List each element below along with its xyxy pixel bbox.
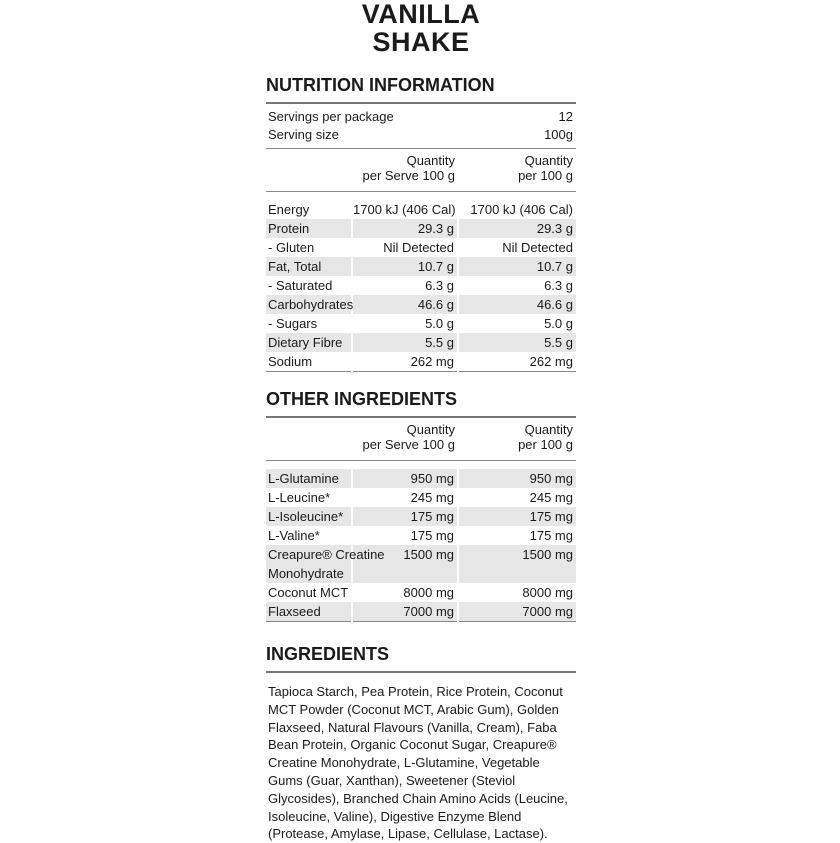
per-100g-value: 245 mg	[458, 488, 576, 507]
per-serve-value: 8000 mg	[352, 583, 458, 602]
other-ingredients-heading: OTHER INGREDIENTS	[266, 389, 458, 409]
row-label: L-Leucine*	[268, 489, 331, 505]
table-row	[266, 352, 576, 372]
per-100g-value: 175 mg	[458, 526, 576, 545]
table-row	[266, 276, 576, 295]
table-row	[266, 469, 576, 488]
table-row	[266, 238, 576, 257]
per-100g-value: 175 mg	[458, 507, 576, 526]
servings-value: 12	[558, 109, 573, 124]
row-label: L-Isoleucine*	[266, 507, 352, 526]
title-line-1: VANILLA	[361, 0, 481, 29]
nutrition-header-row	[266, 149, 576, 192]
per-serve-value: 1700 kJ (406 Cal)	[352, 200, 458, 219]
per-100g-value: Nil Detected	[458, 238, 576, 257]
row-label: - Sugars	[268, 315, 318, 331]
row-label: Flaxseed	[266, 602, 352, 622]
other-ingredients-rows	[266, 461, 576, 641]
row-label: Sodium	[268, 353, 313, 369]
header-blank	[266, 149, 352, 192]
nutrition-heading: NUTRITION INFORMATION	[266, 75, 495, 95]
per-100g-value: 46.6 g	[458, 295, 576, 314]
header-per-serve: Quantity per Serve 100 g	[362, 153, 455, 183]
per-100g-value: 1500 mg	[458, 545, 576, 583]
per-serve-value: Nil Detected	[352, 238, 458, 257]
per-100g-value: 5.0 g	[458, 314, 576, 333]
ingredients-text: Tapioca Starch, Pea Protein, Rice Protein, Coconut MCT Powder (Coconut MCT, Arabic Gum), Golden Flaxseed, Natural Flavours (Vanilla, Cream), Faba Bean Protein, Organic Coconut Sugar, Creapure® Creatine Monohydrate, L-Glutamine, Vegetable Gums (Guar, Xanthan), Sweetener (Steviol Glycosides), Branched Chain Amino Acids (Leucine, Isoleucine, Valine), Digestive Enzyme Blend (Protease, Amylase, Lipase, Cellulase, Lactase).	[268, 684, 568, 842]
per-serve-value: 46.6 g	[352, 295, 458, 314]
table-row	[266, 602, 576, 622]
per-100g-value: 262 mg	[458, 352, 576, 372]
per-serve-value: 5.0 g	[352, 314, 458, 333]
table-row	[266, 526, 576, 545]
other-ingredients-panel	[266, 384, 576, 640]
row-label: L-Valine*	[268, 527, 320, 543]
row-label: Dietary Fibre	[266, 333, 352, 352]
table-row	[266, 257, 576, 276]
row-label: Carbohydrates	[268, 296, 354, 312]
per-100g-value: 8000 mg	[458, 583, 576, 602]
table-row	[266, 545, 576, 583]
per-serve-value: 1500 mg	[352, 545, 458, 583]
per-serve-value: 262 mg	[352, 352, 458, 372]
serving-size-label: Serving size	[268, 127, 339, 142]
title-line-2: SHAKE	[372, 27, 470, 57]
per-serve-value: 7000 mg	[352, 602, 458, 622]
table-row	[266, 583, 576, 602]
per-100g-value: 1700 kJ (406 Cal)	[458, 200, 576, 219]
per-100g-value: 5.5 g	[458, 333, 576, 352]
serving-size-value: 100g	[544, 127, 573, 142]
table-end-rule	[266, 621, 576, 640]
row-label: - Gluten	[268, 239, 315, 255]
nutrition-panel	[266, 70, 576, 390]
header-per-serve: Quantity per Serve 100 g	[362, 422, 455, 452]
row-label: L-Glutamine	[266, 469, 352, 488]
nutrition-table	[266, 149, 576, 390]
row-label: - Saturated	[268, 277, 333, 293]
table-row	[266, 507, 576, 526]
per-100g-value: 6.3 g	[458, 276, 576, 295]
ingredients-heading: INGREDIENTS	[266, 644, 390, 664]
table-row	[266, 200, 576, 219]
servings-label: Servings per package	[268, 109, 394, 124]
per-serve-value: 175 mg	[352, 526, 458, 545]
product-title	[268, 0, 574, 56]
per-serve-value: 10.7 g	[352, 257, 458, 276]
per-serve-value: 29.3 g	[352, 219, 458, 238]
table-row	[266, 314, 576, 333]
per-serve-value: 950 mg	[352, 469, 458, 488]
per-100g-value: 10.7 g	[458, 257, 576, 276]
per-100g-value: 29.3 g	[458, 219, 576, 238]
header-per-100g: Quantity per 100 g	[518, 422, 573, 452]
per-serve-value: 5.5 g	[352, 333, 458, 352]
row-label: Coconut MCT	[268, 584, 349, 600]
row-label: Fat, Total	[266, 257, 352, 276]
per-serve-value: 6.3 g	[352, 276, 458, 295]
header-blank	[266, 418, 352, 461]
row-label: Energy	[268, 201, 310, 217]
ingredients-panel	[266, 639, 576, 843]
table-row	[266, 488, 576, 507]
table-row	[266, 295, 576, 314]
per-100g-value: 950 mg	[458, 469, 576, 488]
per-serve-value: 245 mg	[352, 488, 458, 507]
table-row	[266, 219, 576, 238]
servings-row	[266, 108, 576, 126]
serving-size-row	[266, 126, 576, 144]
other-header-row	[266, 418, 576, 461]
per-serve-value: 175 mg	[352, 507, 458, 526]
nutrition-rows	[266, 192, 576, 391]
header-per-100g: Quantity per 100 g	[518, 153, 573, 183]
per-100g-value: 7000 mg	[458, 602, 576, 622]
row-label: Creapure® Creatine Monohydrate	[268, 546, 385, 581]
table-row	[266, 333, 576, 352]
row-label: Protein	[266, 219, 352, 238]
other-ingredients-table	[266, 418, 576, 640]
